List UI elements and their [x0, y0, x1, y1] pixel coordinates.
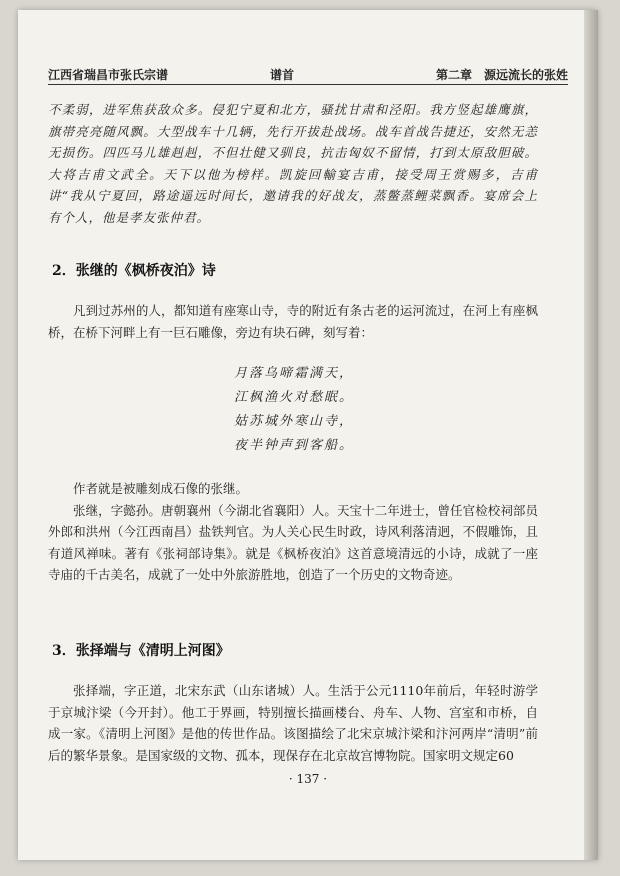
section-2-intro: 凡到过苏州的人，都知道有座寒山寺，寺的附近有条古老的运河流过，在河上有座枫桥，在桥下河畔上有一巨石雕像，旁边有块石碑，刻写着： [48, 303, 538, 340]
paragraph-zhangji: 张继，字懿孙。唐朝襄州（今湖北省襄阳）人。天宝十二年进士，曾任官检校祠部员外郎和洪州（今江西南昌）盐铁判官。为人关心民生时政，诗风利落清迥，不假雕饰，且有道风禅味。著有《张祠部诗集》。就是《枫桥夜泊》这首意境清远的小诗，成就了一座寺庙的千古美名，成就了一处中外旅游胜地，创造了一个历史的文物奇迹。 [48, 502, 538, 582]
page-number: · 137 · [288, 772, 328, 786]
section-heading-3: 3．张择端与《清明上河图》 [52, 643, 230, 659]
poem-line: 夜半钟声到客船。 [234, 438, 355, 453]
header-right: 第二章 源远流长的张姓 [435, 68, 568, 82]
header-center: 谱首 [270, 68, 295, 82]
poem-block [234, 362, 414, 458]
running-header [48, 62, 568, 84]
top-paragraph: 不柔弱，进军焦获敌众多。侵犯宁夏和北方，骚扰甘肃和泾阳。我方竖起雄鹰旗，旗帯亮亮随风飘。大型战车十几辆，先行开拔赴战场。战车首战告捷还，安然无恙无损伤。四匹马儿雄赳赳，不但壮健又驯良，抗击匈奴不留情，打到太原敌胆破。大将吉甫文武全。天下以他为榜样。凯旋回輸宴吉甫，接受周王赏赐多，吉甫讲“我从宁夏回，路途遥远时间长，邀请我的好战友，蒸鳖蒸鲤菜飘香。宴席会上有个人，他是孝友张仲君。 [48, 102, 538, 225]
page-edge-shadow [584, 10, 598, 860]
header-rule [48, 84, 568, 85]
poem-line: 姑苏城外寒山寺， [234, 414, 355, 429]
poem-line: 江枫渔火对愁眠。 [234, 390, 355, 405]
section-3-body: 张择端，字正道，北宋东武（山东诸城）人。生活于公元1110年前后，年轻时游学于京城汴梁（今开封）。他工于界画，特别擅长描画楼台、舟车、人物、宫室和市桥，自成一家。《清明上河图》是他的传世作品。该图描绘了北宋京城汴梁和汴河两岸“清明”前后的繁华景象。是国家级的文物、孤本，现保存在北京故宫博物院。国家明文规定60 [48, 683, 538, 763]
poem-line: 月落乌啼霜满天， [234, 366, 355, 381]
section-heading-2: 2．张继的《枫桥夜泊》诗 [52, 263, 216, 279]
header-left: 江西省瑞昌市张氏宗谱 [48, 68, 169, 82]
section-2-body [48, 478, 538, 586]
paragraph-author: 作者就是被雕刻成石像的张继。 [73, 481, 249, 496]
book-page [18, 10, 598, 860]
